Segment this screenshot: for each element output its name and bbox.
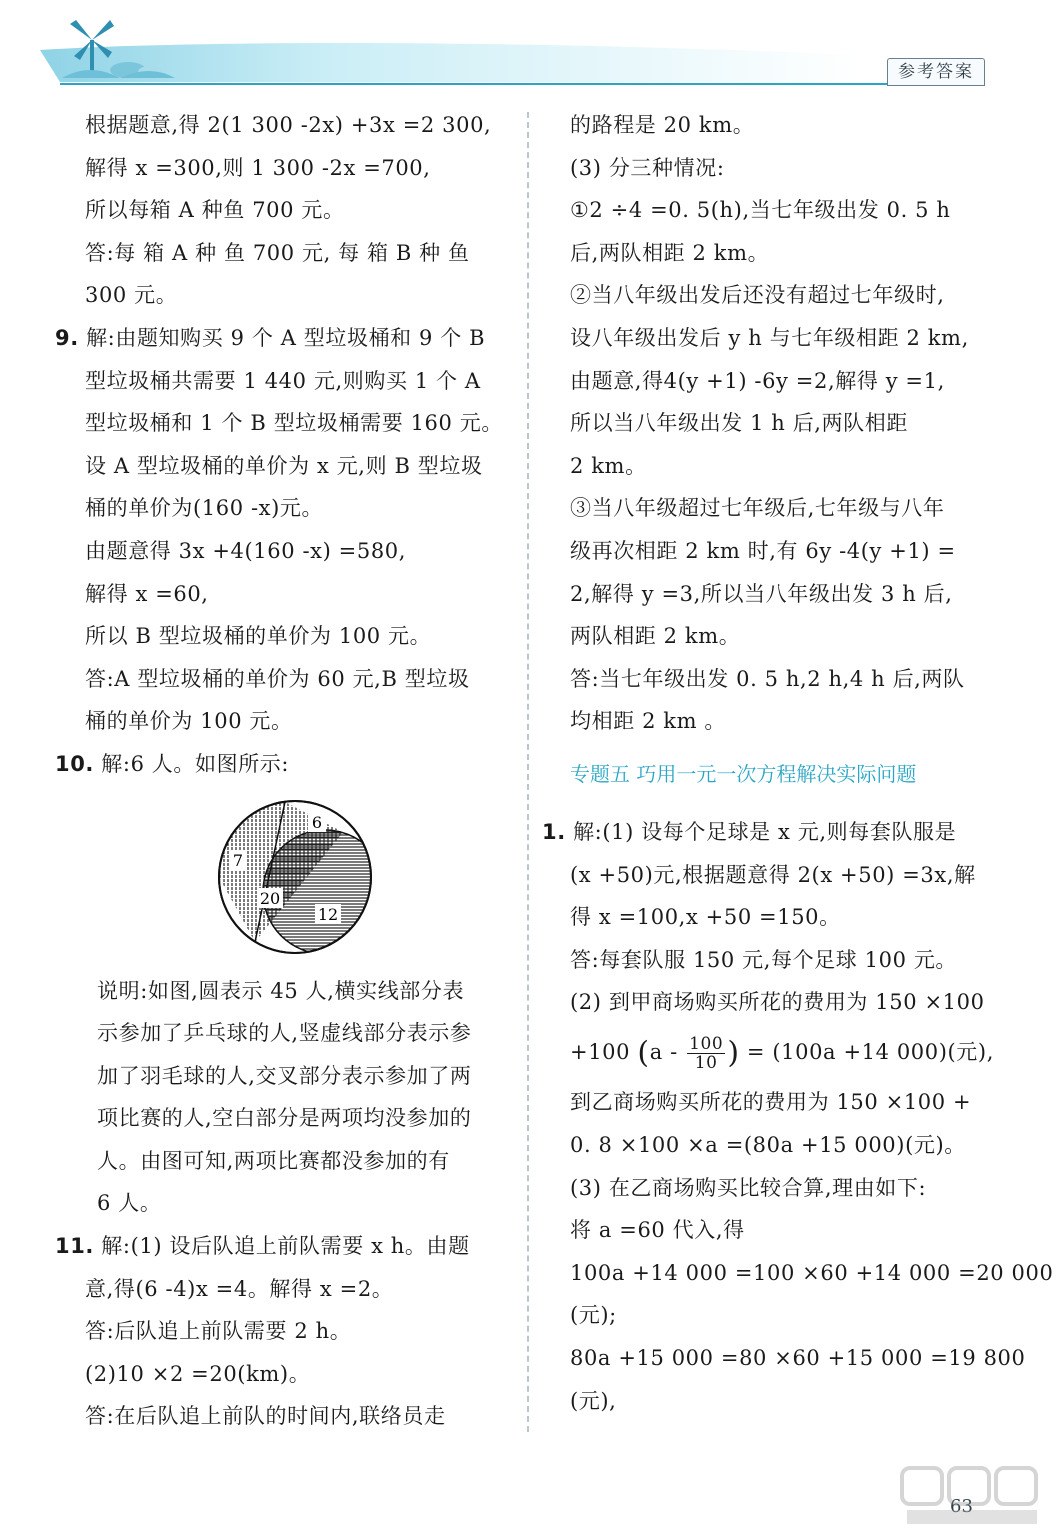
text-line: 项比赛的人,空白部分是两项均没参加的: [97, 1106, 472, 1131]
fraction-denominator: 10: [694, 1052, 718, 1073]
text-line: 2 km。: [570, 453, 647, 478]
text-line: 到乙商场购买所花的费用为 150 ×100 +: [570, 1090, 972, 1115]
paren-open: (: [637, 1035, 650, 1071]
text-line: ②当八年级出发后还没有超过七年级时,: [570, 283, 945, 308]
text-line: 由题意,得4(y +1) -6y =2,解得 y =1,: [570, 368, 945, 393]
text-line: 100a +14 000 =100 ×60 +14 000 =20 000: [570, 1260, 1054, 1285]
question-10: [55, 743, 510, 786]
text-line: 得 x =100,x +50 =150。: [570, 905, 841, 930]
text-line: 答:后队追上前队需要 2 h。: [85, 1319, 352, 1344]
text-line: (3) 分三种情况:: [570, 155, 725, 180]
text-line: 桶的单价为 100 元。: [85, 709, 293, 734]
text-line: 2,解得 y =3,所以当八年级出发 3 h 后,: [570, 581, 953, 606]
text-line: 设八年级出发后 y h 与七年级相距 2 km,: [570, 325, 969, 350]
text-line: 所以当八年级出发 1 h 后,两队相距: [570, 411, 908, 436]
text-line: 将 a =60 代入,得: [570, 1218, 745, 1243]
question-number: 11.: [55, 1234, 95, 1259]
text-line: (x +50)元,根据题意得 2(x +50) =3x,解: [570, 862, 976, 887]
text-line: (2) 到甲商场购买所花的费用为 150 ×100: [570, 990, 985, 1015]
text-line: 答:A 型垃圾桶的单价为 60 元,B 型垃圾: [85, 666, 470, 691]
venn-label-outside: 6: [311, 812, 323, 832]
text-line: 答:在后队追上前队的时间内,联络员走: [85, 1404, 446, 1429]
text-line: 桶的单价为(160 -x)元。: [85, 496, 324, 521]
text-line: 说明:如图,圆表示 45 人,横实线部分表: [97, 978, 465, 1003]
column-divider: [527, 112, 529, 1432]
text-line: 0. 8 ×100 ×a =(80a +15 000)(元)。: [570, 1132, 966, 1157]
question-number: 1.: [542, 819, 566, 844]
text-line: (元),: [570, 1388, 617, 1413]
text-line: ①2 ÷4 =0. 5(h),当七年级出发 0. 5 h: [570, 198, 951, 223]
text-line: 加了羽毛球的人,交叉部分表示参加了两: [97, 1063, 472, 1088]
text-line: 解得 x =60,: [85, 581, 209, 606]
text-line: 级再次相距 2 km 时,有 6y -4(y +1) =: [570, 538, 956, 563]
text-line: (2)10 ×2 =20(km)。: [85, 1361, 311, 1386]
text-line: (3) 在乙商场购买比较合算,理由如下:: [570, 1175, 927, 1200]
question-text: 解:6 人。如图所示:: [101, 751, 290, 776]
fraction-numerator: 100: [689, 1033, 724, 1054]
text-line: 由题意得 3x +4(160 -x) =580,: [85, 538, 407, 563]
text-line: 所以 B 型垃圾桶的单价为 100 元。: [85, 624, 432, 649]
text-line: 6 人。: [97, 1191, 162, 1216]
question-text: 解:由题知购买 9 个 A 型垃圾桶和 9 个 B: [86, 325, 486, 350]
text-line: 设 A 型垃圾桶的单价为 x 元,则 B 型垃圾: [85, 453, 483, 478]
text-line: 后,两队相距 2 km。: [570, 240, 770, 265]
text-line: 型垃圾桶和 1 个 B 型垃圾桶需要 160 元。: [85, 411, 503, 436]
text-line: 人。由图可知,两项比赛都没参加的有: [97, 1148, 450, 1173]
formula-line: [570, 1024, 995, 1082]
text-line: ③当八年级超过七年级后,七年级与八年: [570, 496, 945, 521]
right-column: [542, 104, 1054, 1422]
page-number: 63: [950, 1496, 973, 1517]
fraction: [687, 1035, 725, 1072]
section-title: 专题五 巧用一元一次方程解决实际问题: [570, 761, 917, 786]
venn-label-both: 20: [259, 888, 281, 908]
watermark-logo-icon: [897, 1460, 1047, 1530]
text-line: (元);: [570, 1303, 617, 1328]
text-line: 根据题意,得 2(1 300 -2x) +3x =2 300,: [85, 113, 492, 137]
venn-label-left-only: 7: [232, 850, 244, 870]
venn-diagram-figure: [55, 786, 510, 970]
text-line: 300 元。: [85, 283, 178, 308]
question-number: 9.: [55, 325, 79, 350]
venn-label-right-only: 12: [317, 904, 339, 924]
formula-suffix: = (100a +14 000)(元),: [746, 1039, 994, 1064]
question-number: 10.: [55, 751, 95, 776]
venn-diagram: [215, 792, 375, 962]
question-1: [542, 811, 995, 854]
formula-prefix: +100: [570, 1039, 631, 1064]
formula-a: a -: [649, 1039, 678, 1064]
text-line: 答:每 箱 A 种 鱼 700 元, 每 箱 B 种 鱼: [85, 240, 470, 265]
text-line: 意,得(6 -4)x =4。解得 x =2。: [85, 1276, 394, 1301]
text-line: 答:当七年级出发 0. 5 h,2 h,4 h 后,两队: [570, 666, 965, 691]
text-line: 均相距 2 km 。: [570, 709, 727, 734]
text-line: 示参加了乒乓球的人,竖虚线部分表示参: [97, 1021, 472, 1046]
text-line: 的路程是 20 km。: [570, 113, 755, 137]
text-line: 两队相距 2 km。: [570, 624, 741, 649]
question-11: [55, 1225, 510, 1268]
question-9: [55, 317, 510, 360]
answer-key-tag: 参考答案: [887, 58, 985, 86]
paren-close: ): [727, 1035, 740, 1071]
text-line: 80a +15 000 =80 ×60 +15 000 =19 800: [570, 1345, 1026, 1370]
left-column: [55, 104, 510, 1438]
question-text: 解:(1) 设后队追上前队需要 x h。由题: [101, 1234, 470, 1259]
text-line: 型垃圾桶共需要 1 440 元,则购买 1 个 A: [85, 368, 481, 393]
text-line: 答:每套队服 150 元,每个足球 100 元。: [570, 947, 958, 972]
text-line: 解得 x =300,则 1 300 -2x =700,: [85, 155, 431, 180]
text-line: 所以每箱 A 种鱼 700 元。: [85, 198, 345, 223]
question-text: 解:(1) 设每个足球是 x 元,则每套队服是: [573, 819, 957, 844]
